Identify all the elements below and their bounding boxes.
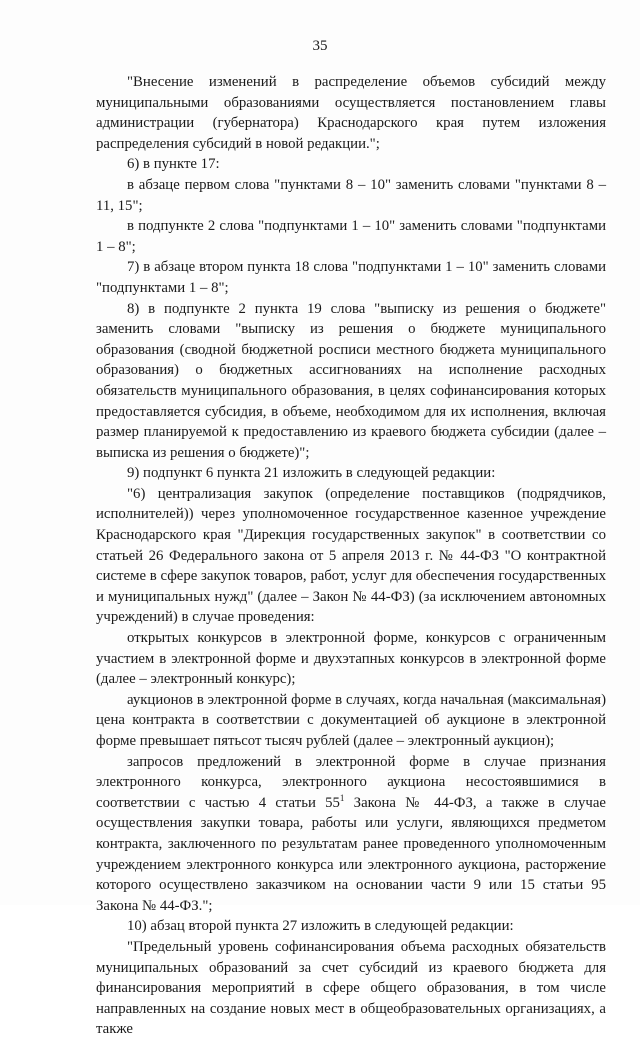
paragraph-3: в абзаце первом слова "пунктами 8 – 10" заменить словами "пунктами 8 – 11, 15";: [96, 176, 606, 214]
paragraph-11-part-2: Закона № 44-ФЗ, а также в случае осуществления закупки товара, работы или услуги, являющихся предметом контракта, заключенного по результатам ранее проведенного уполномоченным учреждением электронного конкурса или электронного аукциона, расторжение которого осуществлено заказчиком на основании части 9 или 15 статьи 95 Закона № 44-ФЗ.";: [96, 794, 607, 914]
document-body: [96, 72, 606, 1040]
page-number: 35: [312, 38, 328, 54]
paragraph-11-part-1: запросов предложений в электронной форме в случае признания электронного конкурса, электронного аукциона несостоявшимися в соответствии с частью 4 статьи 55: [96, 753, 606, 811]
paragraph-2: 6) в пункте 17:: [127, 156, 220, 173]
paragraph-7: 9) подпункт 6 пункта 21 изложить в следующей редакции:: [127, 465, 496, 482]
paragraph-12: 10) абзац второй пункта 27 изложить в следующей редакции:: [127, 918, 514, 935]
paragraph-11: [96, 752, 606, 917]
paragraph-9: открытых конкурсов в электронной форме, конкурсов с ограниченным участием в электронной форме и двухэтапных конкурсов в электронной форме (далее – электронный конкурс);: [96, 630, 606, 688]
paragraph-6: 8) в подпункте 2 пункта 19 слова "выписку из решения о бюджете" заменить словами "выписку из решения о бюджете муниципального образования (сводной бюджетной росписи местного бюджета муниципального образования) о бюджетных ассигнованиях на исполнение расходных обязательств муниципального образования, в целях софинансирования которых предоставляется субсидия, в объеме, необходимом для их исполнения, включая размер планируемой к предоставлению из краевого бюджета субсидии (далее – выписка из решения о бюджете)";: [96, 300, 606, 461]
paragraph-4: в подпункте 2 слова "подпунктами 1 – 10" заменить словами "подпунктами 1 – 8";: [96, 218, 606, 255]
paragraph-13: "Предельный уровень софинансирования объема расходных обязательств муниципальных образований за счет субсидий из краевого бюджета для финансирования мероприятий в сфере общего образования, в том числе направленных на создание новых мест в общеобразовательных организациях, а также: [96, 938, 606, 1038]
paragraph-8: "6) централизация закупок (определение поставщиков (подрядчиков, исполнителей)) через уполномоченное государственное казенное учреждение Краснодарского края "Дирекция государственных закупок" в соответствии со статьей 26 Федерального закона от 5 апреля 2013 г. № 44-ФЗ "О контрактной системе в сфере закупок товаров, работ, услуг для обеспечения государственных и муниципальных нужд" (далее – Закон № 44-ФЗ) (за исключением автономных учреждений) в случае проведения:: [96, 485, 606, 626]
superscript-1: 1: [339, 792, 345, 803]
paragraph-1: "Внесение изменений в распределение объемов субсидий между муниципальными образованиями осуществляется постановлением главы администрации (губернатора) Краснодарского края путем изложения распределения субсидий в новой редакции.";: [96, 74, 606, 152]
paragraph-10: аукционов в электронной форме в случаях, когда начальная (максимальная) цена контракта в соответствии с документацией об аукционе в электронной форме превышает пятьсот тысяч рублей (далее – электронный аукцион);: [96, 691, 606, 749]
paragraph-5: 7) в абзаце втором пункта 18 слова "подпунктами 1 – 10" заменить словами "подпунктами 1 – 8";: [96, 259, 606, 296]
